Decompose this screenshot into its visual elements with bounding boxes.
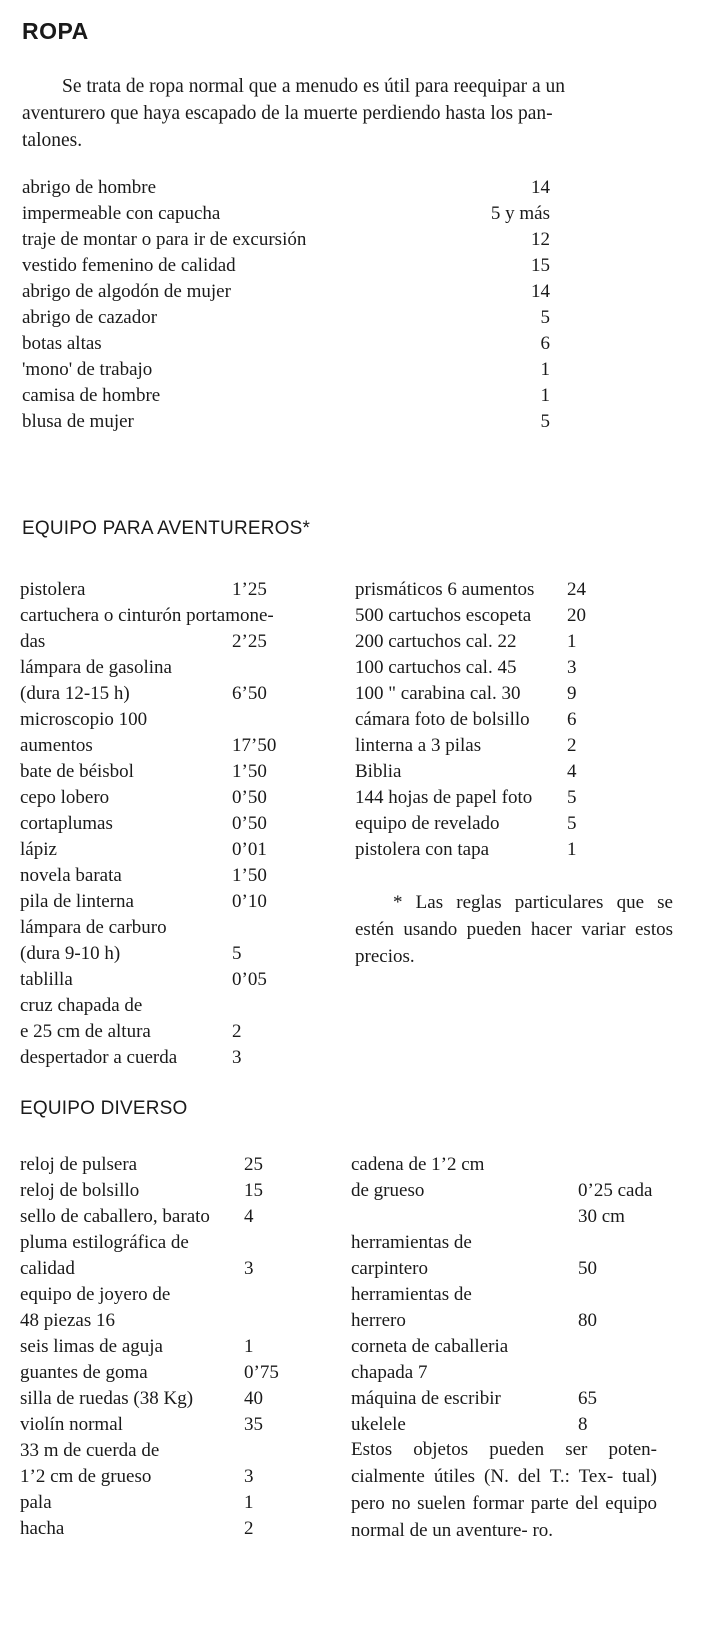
item-name: e 25 cm de altura [20,1021,151,1042]
item-price: 6’50 [232,683,267,704]
item-name: herrero [351,1310,406,1331]
intro-line: talones. [22,130,83,151]
item-price: 80 [578,1310,597,1331]
item-name: 1’2 cm de grueso [20,1466,152,1487]
item-price: 5 [567,787,577,808]
item-price: 2’25 [232,631,267,652]
item-price: 6 [567,709,577,730]
item-name: novela barata [20,865,122,886]
item-price: 35 [244,1414,263,1435]
item-name: cepo lobero [20,787,110,808]
intro-line: Se trata de ropa normal que a menudo es útil para reequipar a un [62,76,566,97]
intro-line: aventurero que haya escapado de la muerte perdiendo hasta los pan- [22,103,553,124]
item-name: guantes de goma [20,1362,148,1383]
item-price: 4 [244,1206,254,1227]
item-name: 144 hojas de papel foto [355,787,533,808]
item-name: lámpara de carburo [20,917,167,938]
item-name: herramientas de [351,1284,472,1305]
item-name: botas altas [22,333,102,354]
item-price: 2 [244,1518,254,1539]
item-name: abrigo de algodón de mujer [22,281,231,302]
item-price: 0’01 [232,839,267,860]
item-name: pluma estilográfica de [20,1232,189,1253]
item-price: 5 y más [490,203,550,224]
item-price: 1’50 [232,865,267,886]
item-name: (dura 9-10 h) [20,943,121,964]
item-price: 3 [244,1258,254,1279]
item-price: 5 [540,411,550,432]
item-name: sello de caballero, barato [20,1206,210,1227]
item-price: 8 [578,1414,588,1435]
item-name: máquina de escribir [351,1388,501,1409]
item-name: 100 cartuchos cal. 45 [355,657,517,678]
item-name: cadena de 1’2 cm [351,1154,485,1175]
item-price: 5 [540,307,550,328]
item-name: corneta de caballeria [351,1336,509,1357]
item-name: vestido femenino de calidad [22,255,236,276]
item-name: tablilla [20,969,73,990]
section-title-ropa: ROPA [22,18,89,44]
item-price: 0’75 [244,1362,279,1383]
item-price: 30 cm [578,1206,625,1227]
item-price: 1’25 [232,579,267,600]
item-name: 33 m de cuerda de [20,1440,160,1461]
item-name: prismáticos 6 aumentos [355,579,535,600]
item-price: 40 [244,1388,263,1409]
item-name: carpintero [351,1258,429,1279]
item-name: despertador a cuerda [20,1047,178,1068]
item-price: 1 [244,1336,254,1357]
item-price: 65 [578,1388,597,1409]
item-price: 0’10 [232,891,267,912]
item-price: 5 [567,813,577,834]
item-price: 12 [531,229,550,250]
section-title-equipo: EQUIPO PARA AVENTUREROS* [22,518,311,539]
translator-note: Estos objetos pueden ser poten- cialmente útiles (N. del T.: Tex- tual) pero no suelen formar parte del equipo normal de un aventure- ro. [351,1439,657,1541]
item-name: traje de montar o para ir de excursión [22,229,307,250]
item-name: ukelele [351,1414,406,1435]
item-price: 1’50 [232,761,267,782]
item-price: 1 [567,631,577,652]
item-name: Biblia [355,761,402,782]
item-price: 3 [232,1047,242,1068]
item-name: calidad [20,1258,75,1279]
item-price: 50 [578,1258,597,1279]
item-name: de grueso [351,1180,425,1201]
item-price: 2 [567,735,577,756]
item-name: das [20,631,46,652]
item-name: abrigo de hombre [22,177,157,198]
item-price: 0’50 [232,787,267,808]
item-name: 500 cartuchos escopeta [355,605,532,626]
item-price: 0’25 cada [578,1180,653,1201]
item-name: pistolera con tapa [355,839,490,860]
item-name: equipo de revelado [355,813,500,834]
item-name: pistolera [20,579,86,600]
item-name: reloj de pulsera [20,1154,138,1175]
item-name: herramientas de [351,1232,472,1253]
item-name: violín normal [20,1414,123,1435]
item-name: cruz chapada de [20,995,143,1016]
item-name: cortaplumas [20,813,113,834]
item-price: 1 [567,839,577,860]
item-price: 1 [540,359,550,380]
item-price: 6 [540,333,550,354]
item-name: 200 cartuchos cal. 22 [355,631,517,652]
item-name: linterna a 3 pilas [355,735,482,756]
item-price: 20 [567,605,586,626]
item-price: 24 [567,579,586,600]
item-name: 100 " carabina cal. 30 [355,683,521,704]
item-price: 15 [244,1180,263,1201]
item-name: cartuchera o cinturón portamone- [20,605,274,626]
item-price: 14 [531,177,550,198]
item-name: lápiz [20,839,57,860]
item-name: chapada 7 [351,1362,428,1383]
item-name: microscopio 100 [20,709,148,730]
item-price: 3 [567,657,577,678]
item-name: pila de linterna [20,891,134,912]
item-name: camisa de hombre [22,385,161,406]
item-name: blusa de mujer [22,411,134,432]
item-name: aumentos [20,735,93,756]
item-price: 1 [244,1492,254,1513]
item-name: impermeable con capucha [22,203,221,224]
item-name: cámara foto de bolsillo [355,709,530,730]
item-name: lámpara de gasolina [20,657,172,678]
item-price: 9 [567,683,577,704]
item-price: 15 [531,255,550,276]
item-price: 17’50 [232,735,277,756]
item-name: seis limas de aguja [20,1336,163,1357]
item-price: 0’05 [232,969,267,990]
item-price: 25 [244,1154,263,1175]
item-name: 'mono' de trabajo [22,359,153,380]
item-name: equipo de joyero de [20,1284,171,1305]
item-price: 1 [540,385,550,406]
item-name: silla de ruedas (38 Kg) [20,1388,194,1409]
item-price: 2 [232,1021,242,1042]
item-price: 4 [567,761,577,782]
item-price: 3 [244,1466,254,1487]
section-title-diverso: EQUIPO DIVERSO [20,1098,188,1119]
item-name: 48 piezas 16 [20,1310,115,1331]
item-name: (dura 12-15 h) [20,683,130,704]
item-name: pala [20,1492,52,1513]
item-price: 0’50 [232,813,267,834]
item-name: hacha [20,1518,65,1539]
item-price: 5 [232,943,242,964]
price-footnote: * Las reglas particulares que se estén usando pueden hacer variar estos precios. [355,892,673,967]
item-name: abrigo de cazador [22,307,158,328]
item-price: 14 [531,281,550,302]
item-name: bate de béisbol [20,761,134,782]
item-name: reloj de bolsillo [20,1180,140,1201]
